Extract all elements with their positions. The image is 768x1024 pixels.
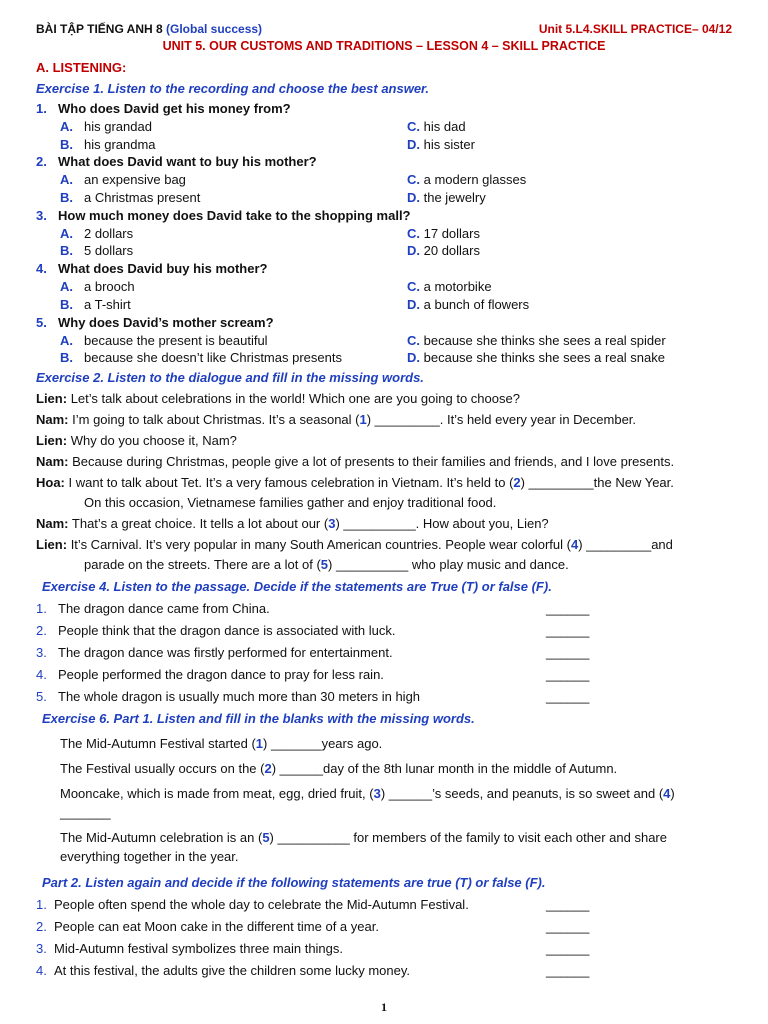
statement-row xyxy=(36,620,736,642)
answer-blank: ______ xyxy=(546,666,590,682)
section-heading-listening: A. LISTENING: xyxy=(36,60,127,75)
exercise-1-title: Exercise 1. Listen to the recording and choose the best answer. xyxy=(36,81,430,96)
answer-blank: ______ xyxy=(546,644,590,660)
question-number: 2. xyxy=(36,154,47,170)
statement-number: 2. xyxy=(36,622,47,638)
statement-number: 5. xyxy=(36,688,47,704)
blank-number: 5 xyxy=(320,556,329,572)
dialogue-text: ) __________. How about you, Lien? xyxy=(335,515,549,531)
statement-text: People can eat Moon cake in the different time of a year. xyxy=(54,918,379,934)
dialogue-continuation: On this occasion, Vietnamese families gather and enjoy traditional food. xyxy=(84,494,497,510)
page-header xyxy=(36,22,732,38)
option-b xyxy=(60,296,131,314)
fill-in-paragraph xyxy=(36,784,736,822)
statement-row xyxy=(36,686,736,708)
worksheet-content xyxy=(36,58,736,982)
header-unit-code: Unit 5.L4.SKILL PRACTICE– 04/12 xyxy=(538,22,732,36)
option-text: a Christmas present xyxy=(84,190,201,206)
blank-number: 4 xyxy=(570,536,579,552)
dialogue-text: parade on the streets. There are a lot of ( xyxy=(84,556,321,572)
option-letter: B. xyxy=(60,243,73,259)
exercise-2-title: Exercise 2. Listen to the dialogue and fill in the missing words. xyxy=(36,369,424,385)
option-a xyxy=(60,171,186,189)
option-text: his dad xyxy=(423,119,466,134)
question-number: 5. xyxy=(36,314,47,330)
paragraph-text: ) ______day of the 8th lunar month in the middle of Autumn. xyxy=(271,760,618,776)
option-letter: A. xyxy=(60,279,73,295)
option-text: a T-shirt xyxy=(84,296,131,312)
dialogue-text: ) _________the New Year. xyxy=(520,474,674,490)
option-letter: D. xyxy=(407,350,420,366)
dialogue-text: It’s Carnival. It’s very popular in many South American countries. People wear colorful ( xyxy=(70,536,571,552)
option-a xyxy=(60,332,268,350)
option-text: his grandad xyxy=(84,119,152,134)
option-text: a modern glasses xyxy=(423,172,527,188)
blank-number: 5 xyxy=(262,829,270,845)
question-number: 1. xyxy=(36,101,47,116)
question-text: What does David buy his mother? xyxy=(58,261,268,277)
option-row xyxy=(36,171,736,189)
option-d xyxy=(407,296,529,314)
option-d xyxy=(407,136,475,154)
option-d xyxy=(407,242,480,260)
blank-number: 3 xyxy=(373,785,381,801)
option-letter: B. xyxy=(60,296,73,312)
dialogue-text: Let’s talk about celebrations in the world! Which one are you going to choose? xyxy=(70,390,520,406)
option-c xyxy=(407,118,466,136)
option-letter: D. xyxy=(407,190,420,206)
question-text: Why does David’s mother scream? xyxy=(58,314,274,330)
answer-blank: ______ xyxy=(546,600,590,616)
option-d xyxy=(407,189,486,207)
header-left xyxy=(36,22,262,36)
statement-text: People think that the dragon dance is associated with luck. xyxy=(58,622,396,638)
statement-text: At this festival, the adults give the children some lucky money. xyxy=(54,962,410,978)
statement-text: The dragon dance came from China. xyxy=(58,600,270,616)
statement-number: 1. xyxy=(36,896,47,912)
question-text: Who does David get his money from? xyxy=(58,101,291,116)
dialogue-line xyxy=(36,431,736,451)
option-letter: A. xyxy=(60,119,73,134)
question-row xyxy=(36,260,736,278)
option-text: his sister xyxy=(423,136,475,152)
fill-in-paragraph xyxy=(36,759,736,778)
paragraph-text: The Mid-Autumn Festival started ( xyxy=(60,735,256,751)
option-text: 2 dollars xyxy=(84,225,134,241)
exercise-6-part-1-title: Exercise 6. Part 1. Listen and fill in the blanks with the missing words. xyxy=(42,710,475,726)
paragraph-text: ) _______years ago. xyxy=(263,735,383,751)
statement-number: 2. xyxy=(36,918,47,934)
statement-row xyxy=(36,960,736,982)
page-title: UNIT 5. OUR CUSTOMS AND TRADITIONS – LESSON 4 – SKILL PRACTICE xyxy=(162,39,606,53)
speaker-name: Nam: xyxy=(36,453,69,469)
speaker-name: Nam: xyxy=(36,411,69,427)
blank-number: 2 xyxy=(513,474,521,490)
dialogue-line xyxy=(36,452,736,472)
dialogue-continuation xyxy=(36,555,736,575)
option-c xyxy=(407,278,492,296)
option-text: his grandma xyxy=(84,136,156,152)
option-letter: C. xyxy=(407,225,420,241)
option-letter: B. xyxy=(60,190,73,206)
statement-number: 4. xyxy=(36,962,47,978)
question-number: 3. xyxy=(36,207,47,223)
fill-in-paragraph xyxy=(36,828,736,866)
paragraph-text: Mooncake, which is made from meat, egg, dried fruit, ( xyxy=(60,785,374,801)
answer-blank: ______ xyxy=(546,940,590,956)
question-row xyxy=(36,100,736,118)
option-letter: D. xyxy=(407,136,420,152)
question-row xyxy=(36,153,736,171)
statement-number: 4. xyxy=(36,666,47,682)
statement-row xyxy=(36,598,736,620)
header-edition: (Global success) xyxy=(166,22,263,36)
paragraph-text: The Mid-Autumn celebration is an ( xyxy=(60,829,263,845)
exercise-4-statements xyxy=(36,598,736,708)
dialogue-text: Why do you choose it, Nam? xyxy=(70,432,237,448)
option-d xyxy=(407,349,665,367)
statement-number: 3. xyxy=(36,940,47,956)
blank-number: 1 xyxy=(359,411,367,427)
option-text: 5 dollars xyxy=(84,243,134,259)
option-c xyxy=(407,332,666,350)
option-letter: C. xyxy=(407,332,420,348)
option-letter: C. xyxy=(407,279,420,295)
option-letter: B. xyxy=(60,350,73,366)
paragraph-text: _______ xyxy=(60,804,111,820)
dialogue-text: Because during Christmas, people give a lot of presents to their families and friends, and I love presents. xyxy=(72,453,675,469)
fill-in-paragraph xyxy=(36,734,736,753)
dialogue-text: I want to talk about Tet. It’s a very famous celebration in Vietnam. It’s held to ( xyxy=(68,474,514,490)
option-letter: D. xyxy=(407,243,420,259)
exercise-6-part-2-title: Part 2. Listen again and decide if the following statements are true (T) or false (F). xyxy=(42,874,546,890)
answer-blank: ______ xyxy=(546,918,590,934)
option-letter: A. xyxy=(60,172,73,188)
option-text: a motorbike xyxy=(423,279,492,295)
option-row xyxy=(36,225,736,243)
option-letter: B. xyxy=(60,136,73,152)
answer-blank: ______ xyxy=(546,896,590,912)
answer-blank: ______ xyxy=(546,622,590,638)
option-text: because she thinks she sees a real spider xyxy=(423,332,666,348)
statement-text: People often spend the whole day to celebrate the Mid-Autumn Festival. xyxy=(54,896,469,912)
option-a xyxy=(60,278,135,296)
statement-text: The whole dragon is usually much more than 30 meters in high xyxy=(58,688,421,704)
option-row xyxy=(36,118,736,136)
question-number: 4. xyxy=(36,261,47,277)
paragraph-text: ) xyxy=(670,785,675,801)
option-b xyxy=(60,242,133,260)
page-number: 1 xyxy=(381,1000,387,1014)
paragraph-text: ) __________ for members of the family to visit each other and share xyxy=(269,829,667,845)
option-b xyxy=(60,189,200,207)
option-row xyxy=(36,349,736,367)
speaker-name: Lien: xyxy=(36,432,68,448)
statement-number: 3. xyxy=(36,644,47,660)
dialogue-text: I’m going to talk about Christmas. It’s a seasonal ( xyxy=(72,411,360,427)
dialogue-line xyxy=(36,410,736,430)
blank-number: 1 xyxy=(255,735,264,751)
option-text: an expensive bag xyxy=(84,172,186,188)
dialogue-line xyxy=(36,535,736,575)
dialogue-text: ) __________ who play music and dance. xyxy=(328,556,569,572)
blank-number: 3 xyxy=(328,515,336,531)
question-text: How much money does David take to the shopping mall? xyxy=(58,207,411,223)
statement-text: The dragon dance was firstly performed for entertainment. xyxy=(58,644,393,660)
exercise-4-title: Exercise 4. Listen to the passage. Decide if the statements are True (T) or false (F). xyxy=(42,578,552,594)
answer-blank: ______ xyxy=(546,962,590,978)
dialogue-text: ) _________. It’s held every year in December. xyxy=(366,411,637,427)
exercise-2-dialogue xyxy=(36,389,736,575)
option-text: because the present is beautiful xyxy=(84,332,268,348)
option-row xyxy=(36,242,736,260)
option-text: 17 dollars xyxy=(423,225,480,241)
blank-number: 4 xyxy=(663,785,671,801)
option-text: a bunch of flowers xyxy=(423,296,530,312)
statement-row xyxy=(36,938,736,960)
paragraph-text: The Festival usually occurs on the ( xyxy=(60,760,265,776)
option-letter: C. xyxy=(407,119,420,134)
speaker-name: Nam: xyxy=(36,515,69,531)
speaker-name: Lien: xyxy=(36,536,68,552)
statement-row xyxy=(36,894,736,916)
header-course: BÀI TẬP TIẾNG ANH 8 xyxy=(36,22,167,36)
dialogue-text: That’s a great choice. It tells a lot about our ( xyxy=(71,515,329,531)
paragraph-text: ) ______’s seeds, and peanuts, is so sweet and ( xyxy=(380,785,664,801)
option-row xyxy=(36,136,736,154)
option-letter: A. xyxy=(60,225,73,241)
option-b xyxy=(60,349,342,367)
exercise-6-part-2-statements xyxy=(36,894,736,982)
dialogue-text: ) _________and xyxy=(578,536,673,552)
dialogue-line xyxy=(36,514,736,534)
speaker-name: Lien: xyxy=(36,390,68,406)
option-text: because she thinks she sees a real snake xyxy=(423,350,665,366)
option-row xyxy=(36,189,736,207)
option-letter: C. xyxy=(407,172,420,188)
option-a xyxy=(60,118,152,136)
exercise-6-part-1-paragraphs xyxy=(36,734,736,866)
option-text: a brooch xyxy=(84,279,135,295)
option-row xyxy=(36,332,736,350)
speaker-name: Hoa: xyxy=(36,474,65,490)
dialogue-line xyxy=(36,473,736,513)
option-text: 20 dollars xyxy=(423,243,480,259)
option-row xyxy=(36,278,736,296)
question-row xyxy=(36,314,736,332)
option-letter: A. xyxy=(60,332,73,348)
option-c xyxy=(407,171,526,189)
option-letter: D. xyxy=(407,296,420,312)
option-b xyxy=(60,136,156,154)
statement-row xyxy=(36,664,736,686)
option-row xyxy=(36,296,736,314)
statement-text: People performed the dragon dance to pray for less rain. xyxy=(58,666,384,682)
option-c xyxy=(407,225,480,243)
statement-number: 1. xyxy=(36,600,47,616)
question-text: What does David want to buy his mother? xyxy=(58,154,317,170)
statement-text: Mid-Autumn festival symbolizes three main things. xyxy=(54,940,344,956)
statement-row xyxy=(36,916,736,938)
question-row xyxy=(36,207,736,225)
option-text: because she doesn’t like Christmas presents xyxy=(84,350,342,366)
blank-number: 2 xyxy=(264,760,272,776)
paragraph-text: everything together in the year. xyxy=(60,848,239,864)
exercise-1-questions xyxy=(36,100,736,367)
dialogue-line xyxy=(36,389,736,409)
answer-blank: ______ xyxy=(546,688,590,704)
statement-row xyxy=(36,642,736,664)
option-a xyxy=(60,225,133,243)
option-text: the jewelry xyxy=(423,190,486,206)
